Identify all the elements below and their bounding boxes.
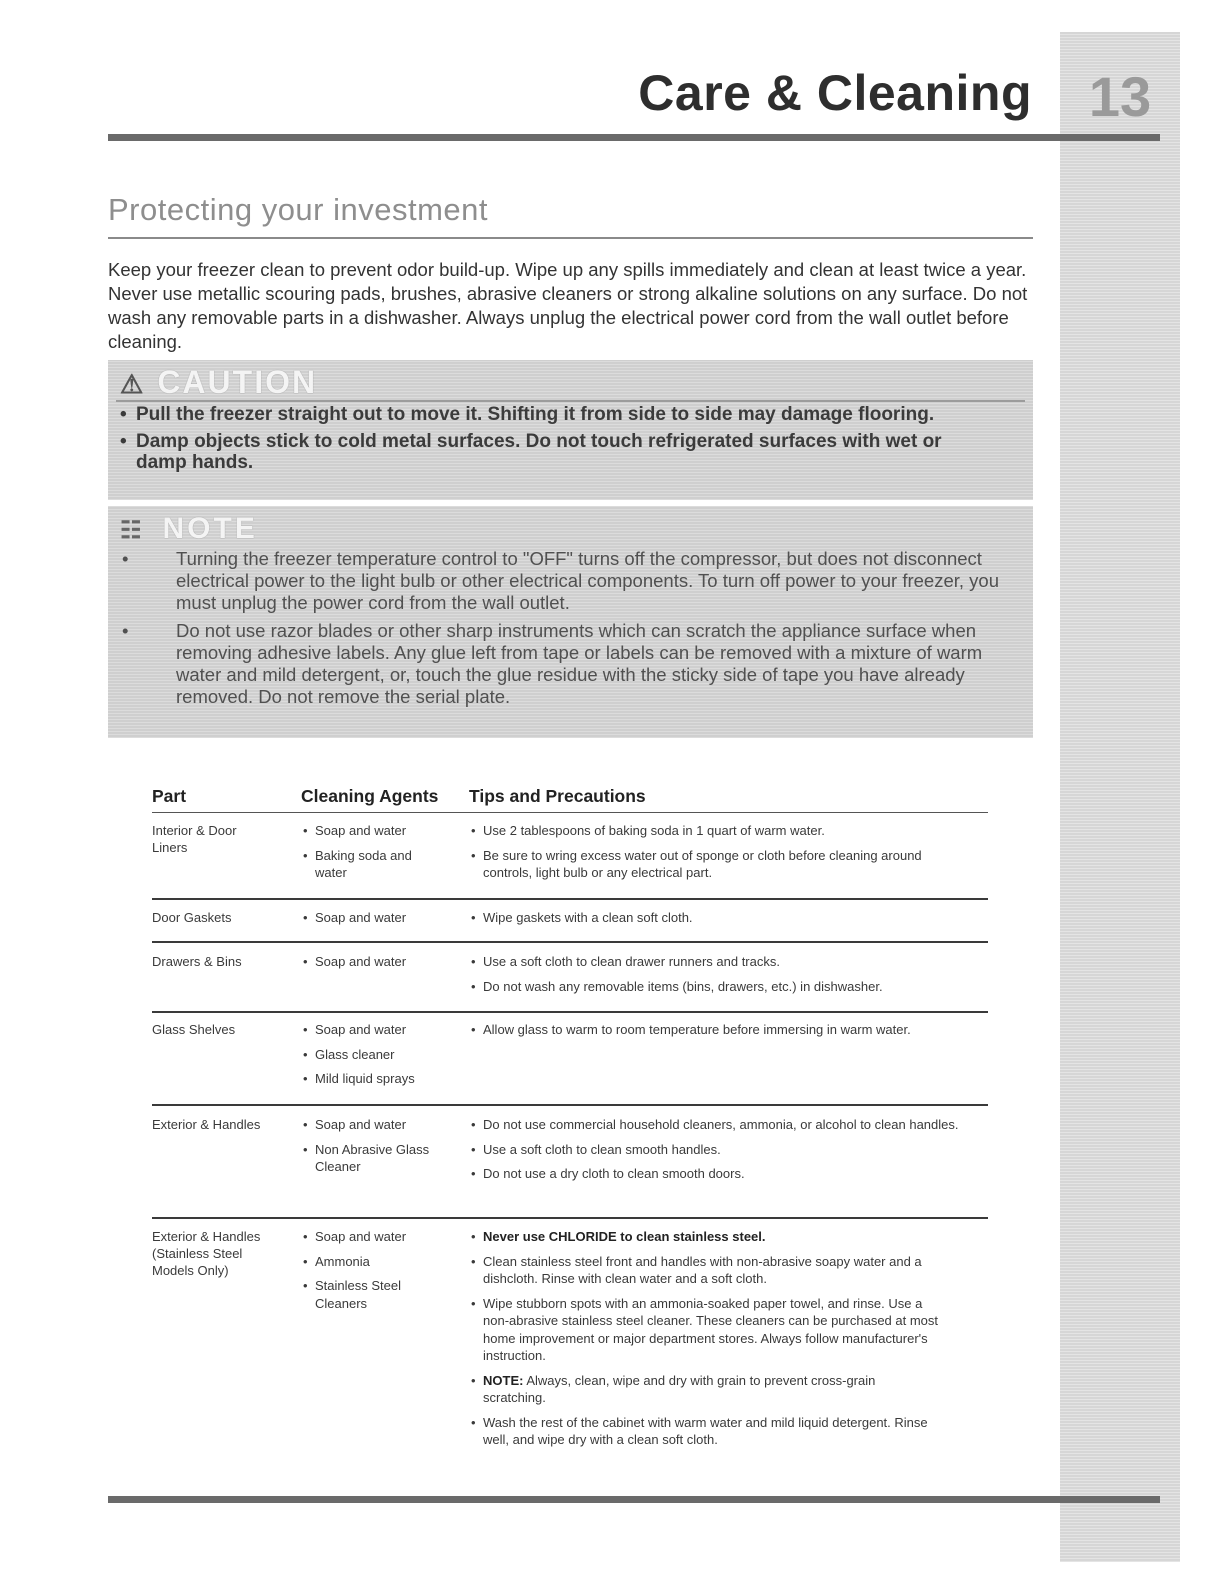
agents-cell bbox=[302, 953, 467, 978]
tip-item: • Do not wash any removable items (bins, drawers, etc.) in dishwasher. bbox=[470, 978, 960, 996]
page-side-tab bbox=[1060, 32, 1180, 1562]
row-divider bbox=[152, 1011, 988, 1013]
note-icon: ☷ bbox=[120, 517, 145, 544]
caution-item: • Pull the freezer straight out to move it. Shifting it from side to side may damage flooring. bbox=[118, 404, 993, 425]
tips-cell bbox=[470, 1228, 940, 1456]
row-divider bbox=[152, 898, 988, 900]
agents-cell bbox=[302, 909, 467, 934]
section-title: Protecting your investment bbox=[108, 192, 489, 227]
tip-item: • Wipe gaskets with a clean soft cloth. bbox=[470, 909, 960, 927]
agent-item: • Soap and water bbox=[302, 909, 467, 927]
agent-item: • Baking soda and water bbox=[302, 847, 430, 882]
header-rule bbox=[108, 134, 1160, 141]
note-heading bbox=[120, 512, 258, 546]
row-divider bbox=[152, 1217, 988, 1219]
tip-item: • Do not use commercial household cleaners, ammonia, or alcohol to clean handles. bbox=[470, 1116, 960, 1134]
caution-item: • Damp objects stick to cold metal surfaces. Do not touch refrigerated surfaces with wet or damp hands. bbox=[118, 431, 993, 473]
part-cell: Exterior & Handles bbox=[152, 1117, 261, 1132]
intro-paragraph: Keep your freezer clean to prevent odor build-up. Wipe up any spills immediately and clean at least twice a year. Never use metallic scouring pads, brushes, abrasive cleaners or strong alkaline solutions on any surface. Do not wash any removable parts in a dishwasher. Always unplug the electrical power cord from the wall outlet before cleaning. bbox=[108, 259, 1028, 352]
tip-item: • Be sure to wring excess water out of sponge or cloth before cleaning around controls, light bulb or any electrical part. bbox=[470, 847, 960, 882]
table-header-agents: Cleaning Agents bbox=[301, 786, 439, 806]
page-number: 13 bbox=[1088, 65, 1152, 128]
agent-item: • Soap and water bbox=[302, 1116, 467, 1134]
tip-item: • Wipe stubborn spots with an ammonia-soaked paper towel, and rinse. Use a non-abrasive stainless steel cleaner. These cleaners can be purchased at most home improvement or major department stores. Always follow manufacturer's instruction. bbox=[470, 1295, 940, 1365]
agent-item: • Soap and water bbox=[302, 1228, 467, 1246]
agent-item: • Ammonia bbox=[302, 1253, 467, 1271]
row-divider bbox=[152, 941, 988, 943]
tip-item: • Use a soft cloth to clean smooth handles. bbox=[470, 1141, 960, 1159]
tip-note-text: Always, clean, wipe and dry with grain to prevent cross-grain scratching. bbox=[483, 1372, 876, 1405]
tip-item: • Allow glass to warm to room temperature before immersing in warm water. bbox=[470, 1021, 960, 1039]
tips-cell bbox=[470, 953, 960, 1002]
note-box bbox=[108, 506, 1033, 738]
row-divider bbox=[152, 1104, 988, 1106]
section-rule bbox=[108, 237, 1033, 239]
tip-item: • Clean stainless steel front and handles with non-abrasive soapy water and a dishcloth. Rinse with clean water and a soft cloth. bbox=[470, 1253, 940, 1288]
warning-triangle-icon: ⚠ bbox=[120, 369, 146, 399]
agents-cell bbox=[302, 1021, 467, 1095]
caution-label: CAUTION bbox=[157, 364, 318, 400]
agent-item: • Mild liquid sprays bbox=[302, 1070, 467, 1088]
agent-item: • Soap and water bbox=[302, 1021, 467, 1039]
tips-cell bbox=[470, 822, 960, 889]
part-cell: Door Gaskets bbox=[152, 910, 232, 925]
agent-item: • Stainless Steel Cleaners bbox=[302, 1277, 425, 1312]
tip-item: • Use 2 tablespoons of baking soda in 1 quart of warm water. bbox=[470, 822, 960, 840]
tips-cell bbox=[470, 1021, 960, 1046]
caution-list bbox=[118, 404, 993, 479]
tip-item: • Wash the rest of the cabinet with warm water and mild liquid detergent. Rinse well, and wipe dry with a clean soft cloth. bbox=[470, 1414, 940, 1449]
caution-rule bbox=[116, 400, 1025, 402]
agent-item: • Soap and water bbox=[302, 822, 467, 840]
note-label: NOTE bbox=[162, 512, 258, 545]
note-item: • Do not use razor blades or other sharp instruments which can scratch the appliance surface when removing adhesive labels. Any glue left from tape or labels can be removed with a mixture of warm water and mild detergent, or, touch the glue residue with the sticky side of tape you have already removed. Do not remove the serial plate. bbox=[118, 620, 1023, 708]
agent-item: • Glass cleaner bbox=[302, 1046, 467, 1064]
agents-cell bbox=[302, 822, 467, 889]
agent-item: • Non Abrasive Glass Cleaner bbox=[302, 1141, 450, 1176]
tip-item: • Use a soft cloth to clean drawer runners and tracks. bbox=[470, 953, 960, 971]
note-list bbox=[118, 548, 1023, 714]
note-item: • Turning the freezer temperature control to "OFF" turns off the compressor, but does not disconnect electrical power to the light bulb or other electrical components. To turn off power to your freezer, you must unplug the power cord from the wall outlet. bbox=[118, 548, 1023, 614]
tip-item bbox=[470, 1372, 940, 1407]
caution-heading bbox=[120, 364, 317, 401]
part-cell: Exterior & Handles (Stainless Steel Models Only) bbox=[152, 1229, 261, 1278]
table-header-tips: Tips and Precautions bbox=[469, 786, 646, 806]
part-cell: Interior & Door Liners bbox=[152, 823, 237, 855]
table-header-part: Part bbox=[152, 786, 187, 806]
part-cell: Glass Shelves bbox=[152, 1022, 236, 1037]
agents-cell bbox=[302, 1228, 467, 1319]
agents-cell bbox=[302, 1116, 467, 1183]
tips-cell bbox=[470, 1116, 960, 1190]
table-header-rule bbox=[152, 812, 988, 813]
tip-emphasis: Never use CHLORIDE to clean stainless steel. bbox=[483, 1229, 766, 1244]
footer-rule bbox=[108, 1496, 1160, 1503]
agent-item: • Soap and water bbox=[302, 953, 467, 971]
caution-box bbox=[108, 360, 1033, 500]
tip-note-label: NOTE: bbox=[483, 1372, 524, 1388]
tip-item: • Do not use a dry cloth to clean smooth doors. bbox=[470, 1165, 960, 1183]
tips-cell bbox=[470, 909, 960, 934]
tip-item bbox=[470, 1228, 940, 1246]
chapter-title: Care & Cleaning bbox=[638, 65, 1032, 121]
part-cell: Drawers & Bins bbox=[152, 954, 242, 969]
